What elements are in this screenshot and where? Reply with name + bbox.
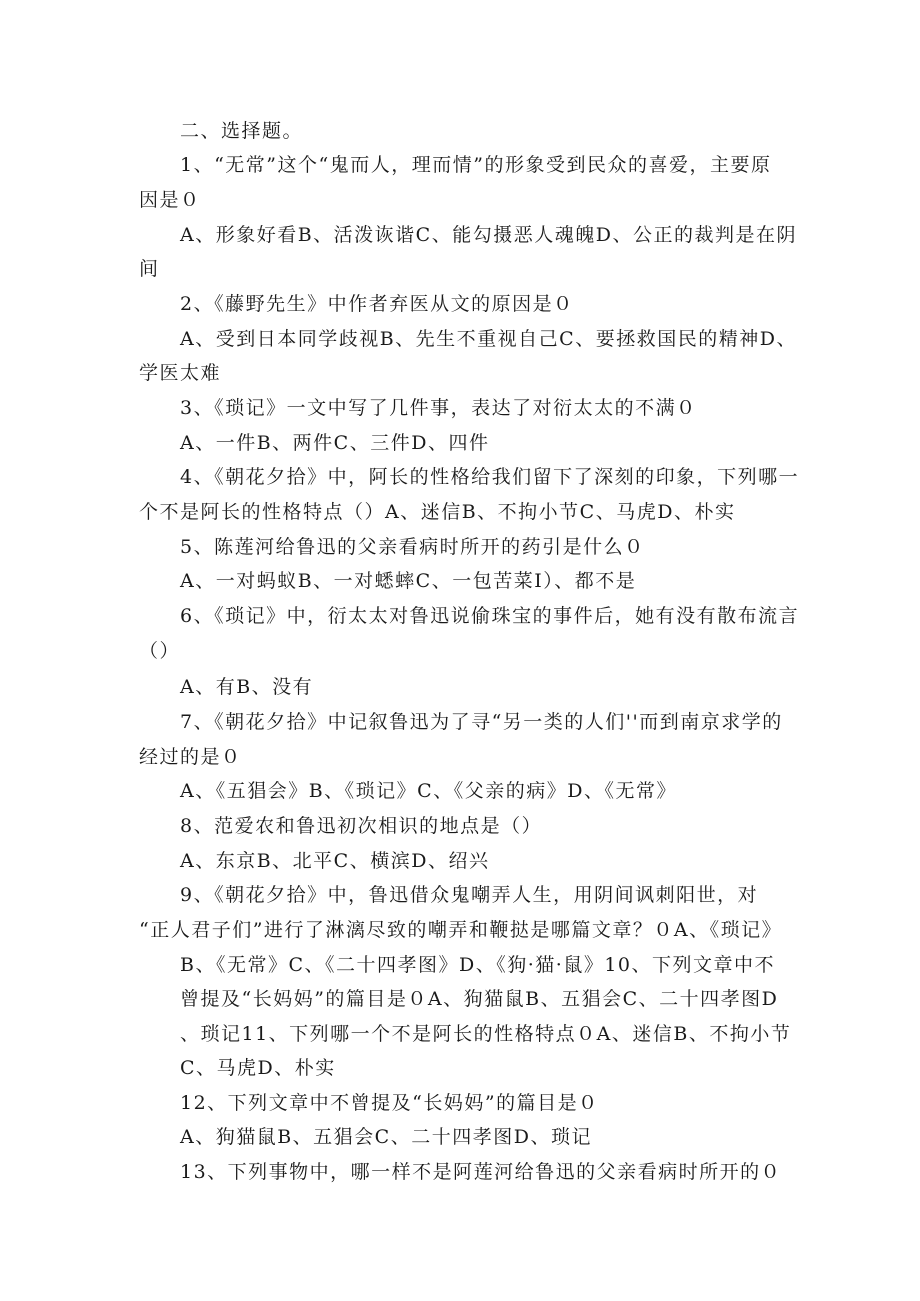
question-9-line-2: “正人君子们”进行了淋漓尽致的嘲弄和鞭挞是哪篇文章？０A、《琐记》 xyxy=(139,919,783,941)
question-5: 5、陈莲河给鲁迅的父亲看病时所开的药引是什么０ xyxy=(180,536,645,558)
question-7-line-1: 7、《朝花夕拾》中记叙鲁迅为了寻“另一类的人们''而到南京求学的 xyxy=(180,711,783,733)
question-3: 3、《琐记》一文中写了几件事，表达了对衍太太的不满０ xyxy=(180,397,697,419)
question-1-line-2: 因是０ xyxy=(139,189,201,211)
section-heading: 二、选择题。 xyxy=(180,120,304,142)
question-12-options: A、狗猫鼠B、五猖会C、二十四孝图D、琐记 xyxy=(180,1126,592,1148)
question-1-line-1: 1、“无常”这个“鬼而人，理而情”的形象受到民众的喜爱，主要原 xyxy=(180,154,772,176)
question-8-options: A、东京B、北平C、横滨D、绍兴 xyxy=(180,850,490,872)
question-3-options: A、一件B、两件C、三件D、四件 xyxy=(180,432,490,454)
question-4-line-1: 4、《朝花夕拾》中，阿长的性格给我们留下了深刻的印象，下列哪一 xyxy=(180,466,800,488)
question-2-options-line-1: A、受到日本同学歧视B、先生不重视自己C、要拯救国民的精神D、 xyxy=(180,328,797,350)
question-6-options: A、有B、没有 xyxy=(180,676,314,698)
question-2: 2、《藤野先生》中作者弃医从文的原因是０ xyxy=(180,293,574,315)
question-7-options: A、《五猖会》B、《琐记》C、《父亲的病》D、《无常》 xyxy=(180,780,677,802)
question-1-options-line-1: A、形象好看B、活泼诙谐C、能勾摄恶人魂魄D、公正的裁判是在阴 xyxy=(180,224,797,246)
question-7-line-2: 经过的是０ xyxy=(139,746,242,768)
question-5-options: A、一对蚂蚁B、一对蟋蟀C、一包苦菜I）、都不是 xyxy=(180,570,637,592)
question-6-line-2: （） xyxy=(139,640,181,662)
question-12: 12、下列文章中不曾提及“长妈妈”的篇目是０ xyxy=(180,1092,599,1114)
question-13: 13、下列事物中，哪一样不是阿莲河给鲁迅的父亲看病时所开的０ xyxy=(180,1161,782,1183)
question-9-line-1: 9、《朝花夕拾》中，鲁迅借众鬼嘲弄人生，用阴间讽刺阳世，对 xyxy=(180,884,759,906)
question-2-options-line-2: 学医太难 xyxy=(139,362,222,384)
question-4-line-2: 个不是阿长的性格特点（）A、迷信B、不拘小节C、马虎D、朴实 xyxy=(139,501,736,523)
question-1-options-line-2: 间 xyxy=(139,258,160,280)
question-11-options: C、马虎D、朴实 xyxy=(180,1057,336,1079)
question-6-line-1: 6、《琐记》中，衍太太对鲁迅说偷珠宝的事件后，她有没有散布流言 xyxy=(180,605,800,627)
question-10-line: 曾提及“长妈妈”的篇目是０A、狗猫鼠B、五猖会C、二十四孝图D xyxy=(180,988,779,1010)
question-9-line-3: B、《无常》C、《二十四孝图》D、《狗·猫·鼠》10、下列文章中不 xyxy=(180,954,775,976)
question-8: 8、范爱农和鲁迅初次相识的地点是（） xyxy=(180,815,543,837)
question-11-line: 、琐记11、下列哪一个不是阿长的性格特点０A、迷信B、不拘小节 xyxy=(180,1023,792,1045)
